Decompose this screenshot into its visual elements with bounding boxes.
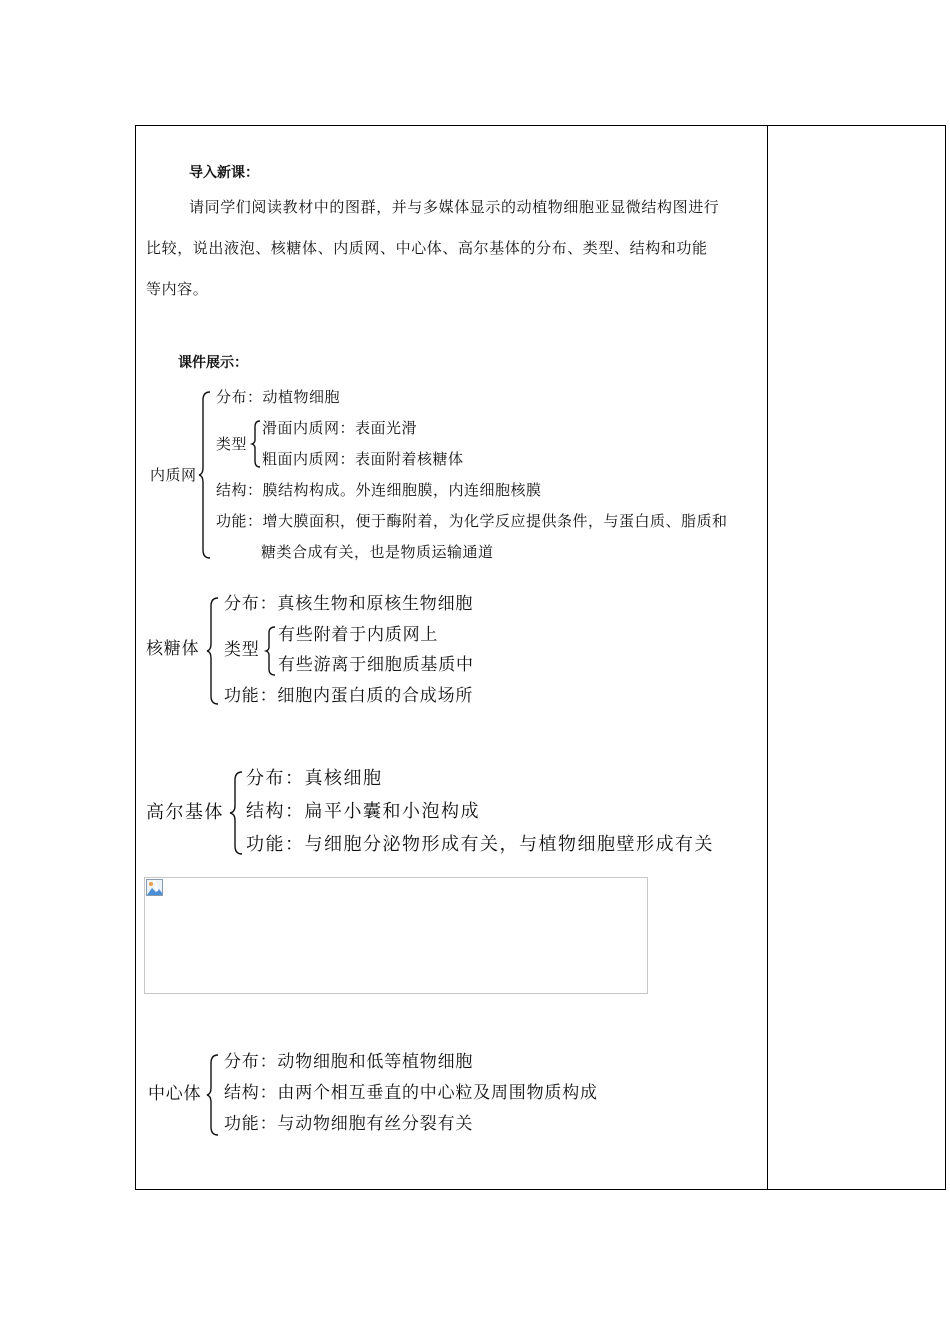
ribosome-distribution: 分布：真核生物和原核生物细胞 — [224, 594, 474, 614]
intro-heading: 导入新课： — [189, 165, 259, 181]
centrosome-brace — [208, 1053, 220, 1139]
ribosome-type-2: 有些游离于细胞质基质中 — [278, 655, 474, 675]
golgi-structure: 结构：扁平小囊和小泡构成 — [246, 801, 480, 822]
golgi-title: 高尔基体 — [146, 802, 224, 823]
er-brace — [200, 390, 212, 560]
ribosome-title: 核糖体 — [146, 639, 200, 659]
er-function-2: 糖类合成有关，也是物质运输通道 — [261, 543, 494, 561]
er-type-1: 滑面内质网：表面光滑 — [262, 419, 418, 437]
intro-line-1: 请同学们阅读教材中的图群，并与多媒体显示的动植物细胞亚显微结构图进行 — [189, 198, 720, 216]
image-placeholder — [144, 877, 648, 994]
centrosome-title: 中心体 — [148, 1084, 202, 1104]
er-function-1: 功能：增大膜面积，便于酶附着，为化学反应提供条件，与蛋白质、脂质和 — [216, 512, 728, 530]
golgi-function: 功能：与细胞分泌物形成有关，与植物细胞壁形成有关 — [246, 834, 714, 855]
centrosome-function: 功能：与动物细胞有丝分裂有关 — [224, 1114, 474, 1134]
intro-line-2: 比较，说出液泡、核糖体、内质网、中心体、高尔基体的分布、类型、结构和功能 — [146, 239, 708, 257]
golgi-brace — [230, 770, 244, 858]
broken-image-icon — [146, 879, 163, 896]
ribosome-type-1: 有些附着于内质网上 — [278, 625, 439, 645]
er-distribution: 分布：动植物细胞 — [216, 388, 341, 406]
centrosome-distribution: 分布：动物细胞和低等植物细胞 — [224, 1052, 474, 1072]
er-type-label: 类型 — [216, 435, 248, 453]
centrosome-structure: 结构：由两个相互垂直的中心粒及周围物质构成 — [224, 1083, 598, 1103]
ribosome-function: 功能：细胞内蛋白质的合成场所 — [224, 686, 474, 706]
table-column-divider — [767, 125, 768, 1190]
courseware-heading: 课件展示： — [178, 355, 248, 371]
golgi-distribution: 分布：真核细胞 — [246, 768, 383, 789]
intro-line-3: 等内容。 — [146, 280, 209, 298]
er-type-brace — [252, 419, 262, 469]
ribosome-type-brace — [266, 625, 278, 677]
ribosome-type-label: 类型 — [224, 640, 260, 660]
ribosome-brace — [208, 596, 220, 708]
er-type-2: 粗面内质网：表面附着核糖体 — [262, 450, 464, 468]
er-structure: 结构：膜结构构成。外连细胞膜，内连细胞核膜 — [216, 481, 542, 499]
er-title: 内质网 — [150, 466, 197, 484]
